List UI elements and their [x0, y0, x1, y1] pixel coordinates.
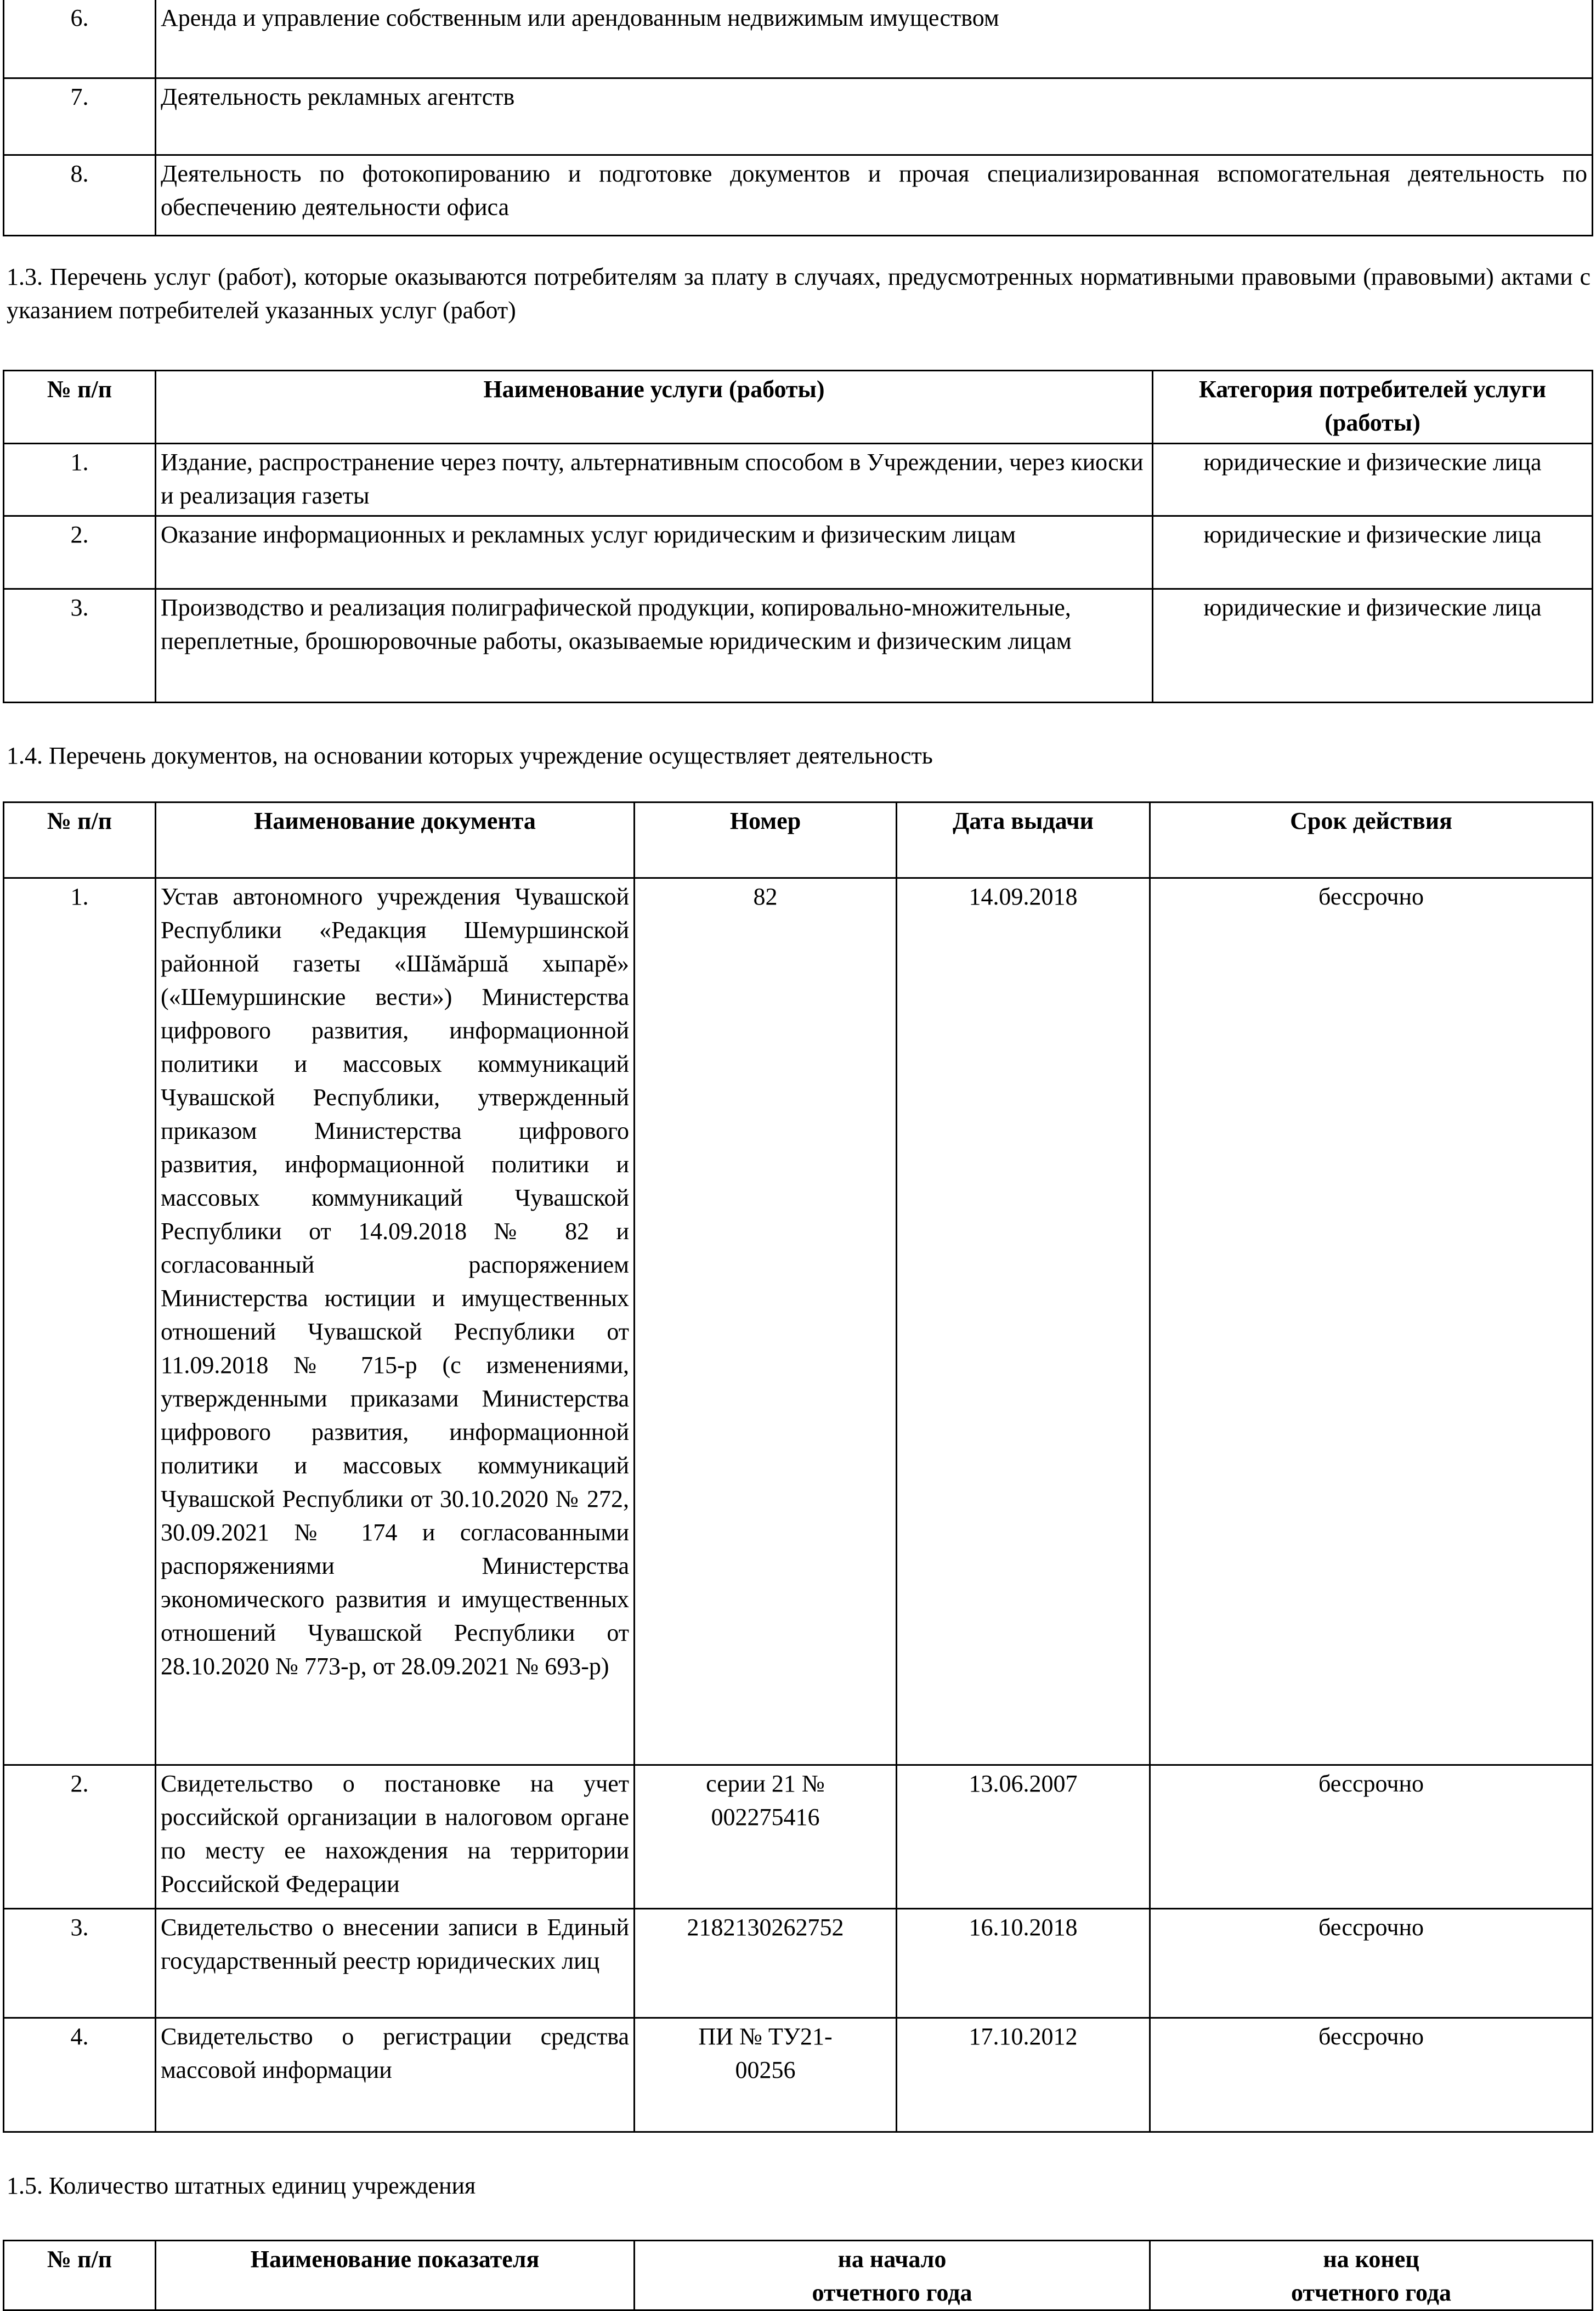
row-number: 3.	[4, 1909, 156, 2018]
row-number: 4.	[4, 2018, 156, 2132]
row-number: 7.	[4, 78, 156, 155]
section-1-3-heading: 1.3. Перечень услуг (работ), которые оказываются потребителям за плату в случаях, предусмотренных нормативными правовыми (правовыми) актами с указанием потребителей указанных услуг (работ)	[7, 263, 1591, 324]
header-year-end: на конец отчетного года	[1150, 2241, 1593, 2310]
document-number: 2182130262752	[635, 1909, 897, 2018]
consumer-category: юридические и физические лица	[1153, 589, 1593, 703]
document-name: Свидетельство о постановке на учет российской организации в налоговом органе по месту ее нахождения на территории Российской Федерации	[156, 1765, 635, 1909]
header-indicator-name: Наименование показателя	[156, 2241, 635, 2310]
header-number: Номер	[635, 803, 897, 878]
issue-date: 16.10.2018	[897, 1909, 1150, 2018]
row-number: 1.	[4, 444, 156, 516]
document-number: 82	[635, 878, 897, 1765]
document-name: Устав автономного учреждения Чувашской Республики «Редакция Шемуршинской районной газеты «Шăмăршă хыпарĕ» («Шемуршинские вести») Министерства цифрового развития, информационной политики и массовых коммуникаций Чувашской Республики, утвержденный приказом Министерства цифрового развития, информационной политики и массовых коммуникаций Чувашской Республики от 14.09.2018 № 82 и согласованный распоряжением Министерства юстиции и имущественных отношений Чувашской Республики от 11.09.2018 № 715-р (с изменениями, утвержденными приказами Министерства цифрового развития, информационной политики и массовых коммуникаций Чувашской Республики от 30.10.2020 № 272, 30.09.2021 № 174 и согласованными распоряжениями Министерства экономического развития и имущественных отношений Чувашской Республики от 28.10.2020 № 773-р, от 28.09.2021 № 693-р)	[156, 878, 635, 1765]
header-year-start: на начало отчетного года	[635, 2241, 1150, 2310]
services-table	[3, 370, 1593, 703]
row-number: 2.	[4, 1765, 156, 1909]
document-number: ПИ № ТУ21-00256	[635, 2018, 897, 2132]
row-number: 3.	[4, 589, 156, 703]
table-row	[4, 1765, 1593, 1909]
table-row	[4, 2018, 1593, 2132]
issue-date: 13.06.2007	[897, 1765, 1150, 1909]
header-consumer-category: Категория потребителей услуги (работы)	[1153, 371, 1593, 444]
activities-table	[3, 0, 1593, 236]
table-header-row	[4, 371, 1593, 444]
service-name: Издание, распространение через почту, альтернативным способом в Учреждении, через киоски и реализация газеты	[156, 444, 1153, 516]
header-num: № п/п	[4, 803, 156, 878]
table-row	[4, 0, 1593, 78]
header-service-name: Наименование услуги (работы)	[156, 371, 1153, 444]
activity-text: Аренда и управление собственным или арендованным недвижимым имуществом	[156, 0, 1593, 78]
validity: бессрочно	[1150, 1765, 1593, 1909]
table-row	[4, 155, 1593, 236]
table-row	[4, 1909, 1593, 2018]
validity: бессрочно	[1150, 2018, 1593, 2132]
documents-table	[3, 801, 1593, 2133]
table-header-row	[4, 803, 1593, 878]
header-validity: Срок действия	[1150, 803, 1593, 878]
issue-date: 14.09.2018	[897, 878, 1150, 1765]
row-number: 8.	[4, 155, 156, 236]
staff-table	[3, 2240, 1593, 2311]
activity-text: Деятельность по фотокопированию и подготовке документов и прочая специализированная вспомогательная деятельность по обеспечению деятельности офиса	[156, 155, 1593, 236]
section-1-4-heading: 1.4. Перечень документов, на основании которых учреждение осуществляет деятельность	[7, 742, 933, 769]
document-number: серии 21 № 002275416	[635, 1765, 897, 1909]
table-header-row	[4, 2241, 1593, 2310]
document-name: Свидетельство о регистрации средства массовой информации	[156, 2018, 635, 2132]
header-document-name: Наименование документа	[156, 803, 635, 878]
consumer-category: юридические и физические лица	[1153, 444, 1593, 516]
issue-date: 17.10.2012	[897, 2018, 1150, 2132]
table-row	[4, 78, 1593, 155]
header-num: № п/п	[4, 2241, 156, 2310]
table-row	[4, 589, 1593, 703]
table-row	[4, 444, 1593, 516]
header-num: № п/п	[4, 371, 156, 444]
validity: бессрочно	[1150, 878, 1593, 1765]
document-name: Свидетельство о внесении записи в Единый государственный реестр юридических лиц	[156, 1909, 635, 2018]
table-row	[4, 878, 1593, 1765]
row-number: 1.	[4, 878, 156, 1765]
activity-text: Деятельность рекламных агентств	[156, 78, 1593, 155]
header-issue-date: Дата выдачи	[897, 803, 1150, 878]
service-name: Оказание информационных и рекламных услуг юридическим и физическим лицам	[156, 516, 1153, 589]
table-row	[4, 516, 1593, 589]
row-number: 2.	[4, 516, 156, 589]
row-number: 6.	[4, 0, 156, 78]
section-1-5-heading: 1.5. Количество штатных единиц учреждения	[7, 2172, 476, 2199]
validity: бессрочно	[1150, 1909, 1593, 2018]
service-name: Производство и реализация полиграфической продукции, копировально-множительные, переплетные, брошюровочные работы, оказываемые юридическим и физическим лицам	[156, 589, 1153, 703]
consumer-category: юридические и физические лица	[1153, 516, 1593, 589]
